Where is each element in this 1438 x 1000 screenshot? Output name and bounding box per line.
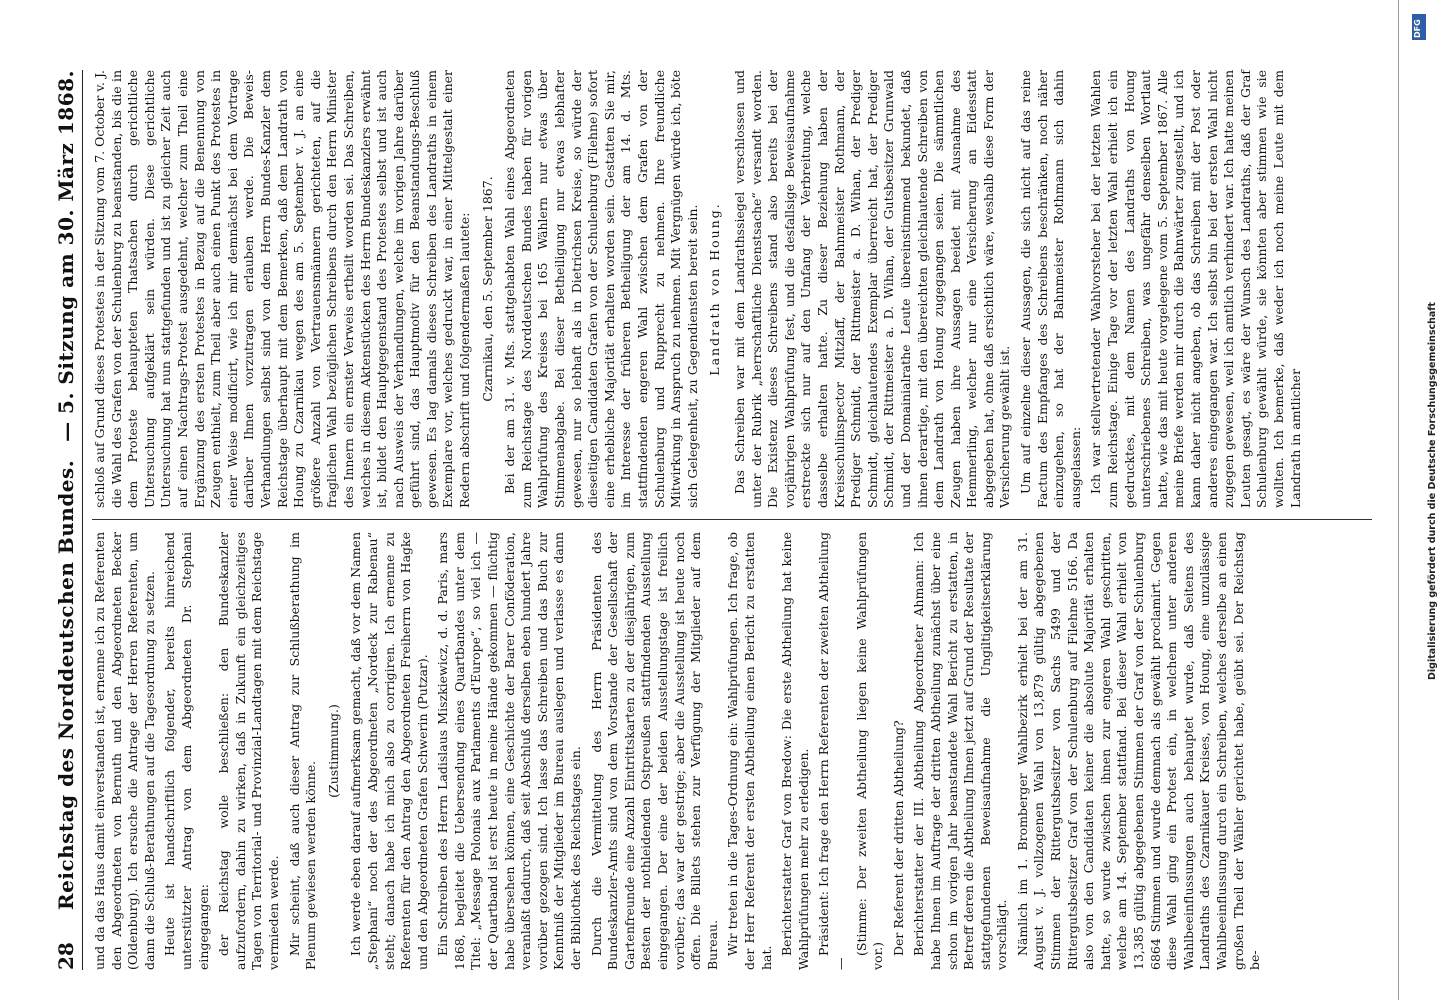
paragraph: Der Referent der dritten Abtheilung? — [890, 720, 906, 956]
paragraph: Nämlich im 1. Bromberger Wahlbezirk erhielt bei der am 31. August v. J. vollzogenen Wahl von 13,879 gültig abgegebenen Stimmen der Rittergutsbesitzer von Sachs 5499 und der Rittergutsbesitzer Graf von der Schulenburg auf Filehne 5166. Da also von den Candidaten keiner die absolute Majorität erhalten hatte, so wurde zwischen ihnen zur engeren Wahl geschritten, welche am 14. September stattfand. Bei dieser Wahl erhielt von 13,385 gültig abgegebenen Stimmen der Graf von der Schulenburg 6864 Stimmen und wurde demnach als gewählt proclamirt. Gegen diese Wahl ging ein Protest ein, in welchem unter anderen Wahlbeeinflussungen auch behauptet wurde, daß Seitens des Landraths des Czarnikauer Kreises, von Houng, eine unzulässige Wahlbeeinflussung durch ein Schreiben, welches derselbe an einen großen Theil der Wähler gerichtet habe, geübt sei. Der Reichstag be- — [1014, 532, 1263, 970]
page-edge — [1398, 0, 1399, 1000]
left-column — [92, 532, 1372, 970]
dfg-logo-text: DFG — [1413, 19, 1422, 38]
paragraph: Heute ist handschriftlich folgender, bereits hinreichend unterstützter Antrag von dem Abgeordneten Dr. Stephani eingegangen: — [162, 532, 211, 970]
quoted-motion: der Reichstag wolle beschließen: den Bundeskanzler aufzufordern, dahin zu wirken, daß in Zukunft ein gleichzeitiges Tagen von Territorial- und Provinzial-Landtagen mit dem Reichstage vermieden werde. — [216, 532, 281, 970]
letter-signature: Landrath von Houng. — [707, 202, 723, 376]
speaker-paragraph: Präsident: Ich frage den Herrn Referenten der zweiten Abtheilung — — [816, 532, 848, 970]
right-column — [92, 70, 1372, 508]
side-stamp-strip — [1405, 0, 1438, 1000]
letter-dateline: Czarnikau, den 5. September 1867. — [479, 176, 495, 402]
interjection: (Zustimmung.) — [325, 704, 341, 798]
page-number: 28 — [54, 942, 78, 970]
digitization-stamp-text: Digitalisierung gefördert durch die Deutsche Forschungsgemeinschaft — [1427, 302, 1438, 680]
testimony-paragraph: Ich war stellvertretender Wahlvorsteher bei der letzten Wahlen zum Reichstage. Einige Tage vor der letzten Wahl erhielt ich ein gedrucktes, mit dem Namen des Landraths von Houng unterschriebenes Schreiben, was ungefähr denselben Wortlaut hatte, wie das mit heute vorgelegene vom 5. September 1867. Alle meine Briefe werden mir durch die Bahnwärter zugestellt, und ich kann daher nicht angeben, ob das Schreiben mit der Post oder anderes eingegangen war. Ich selbst bin bei der ersten Wahl nicht zugegen gewesen, weil ich amtlich verhindert war. Ich hatte meinen Leuten gesagt, es wäre der Wunsch des Landraths, daß der Graf Schulenburg gewählt würde, sie könnten aber stimmen wie sie wollten. Ich bemerke, daß weder ich noch meine Leute mit dem Landrath in amtlicher — [1088, 70, 1303, 508]
speaker-paragraph: Berichterstatter Graf von Bredow: Die erste Abtheilung hat keine Wahlprüfungen mehr zu erledigen. — [779, 532, 811, 970]
session-title: — 5. Sitzung am 30. März 1868. — [54, 70, 78, 442]
page-header — [52, 70, 83, 970]
paragraph: schloß auf Grund dieses Protestes in der Sitzung vom 7. October v. J. die Wahl des Grafen von der Schulenburg zu beanstanden, bis die in dem Proteste behaupteten Thatsachen durch gerichtliche Untersuchung aufgeklärt sein würden. Diese gerichtliche Untersuchung hat nun stattgefunden und ist zu gleicher Zeit auch auf einen Nachtrags-Protest ausgedehnt, welcher zum Theil eine Ergänzung des ersten Protestes in Bezug auf die Benennung von Zeugen enthielt, zum Theil aber auch einen Punkt des Protestes in einer Weise modificirt, wie ich mir demnächst bei dem Vortrage darüber Ihnen vorzutragen erlauben werde. Die Beweis-Verhandlungen selbst sind von dem Herrn Bundes-Kanzler dem Reichstage überhaupt mit dem Bemerken, daß dem Landrath von Houng zu Czarnikau wegen des am 5. September v. J. an eine größere Anzahl von Vertrauensmännern gerichteten, auf die fraglichen Wahl bezüglichen Schreibens durch den Herrn Minister des Innern ein ernster Verweis ertheilt worden sei. Das Schreiben, welches in diesem Aktenstücken des Herrn Bundeskanzlers erwähnt ist, bildet den Hauptgegenstand des Protestes selbst und ist auch nach Ausweis der Verhandlungen, welche im vorigen Jahre darüber geführt sind, das Hauptmotiv für den Beanstandungs-Beschluß gewesen. Es lag damals dieses Schreiben des Landraths in einem Exemplare vor, welches gedruckt war, in einer Mittelgestalt einer Redern abschrift und folgendermaßen lautete: — [92, 70, 473, 508]
paragraph: Das Schreiben war mit dem Landrathssiegel verschlossen und unter der Rubrik „herrschaftliche Dienstsache“ versandt worden. Die Existenz dieses Schreibens stand also bereits bei der vorjährigen Wahlprüfung fest, und die desfallsige Beweisaufnahme erstreckte sich nur auf den Umfang der Verbreitung, welche dasselbe erhalten hatte. Zu dieser Beziehung haben der Kreisschulinspector Mitzlaff, der Bahnmeister Rothmann, der Prediger Schmidt, der Rittmeister a. D. Wihan, der Prediger Schmidt, gleichlautendes Exemplar überreicht hat, der Prediger Schmidt, der Rittmeister a. D. Wihan, der Gutsbesitzer Grunwald und der Domainialrathe Leute übereinstimmend bekundet, daß ihnen derartige, mit den übereichten gleichlautende Schreiben von dem Landrath von Houng zugegangen seien. Die sämmtlichen Zeugen haben ihre Aussagen beeidet mit Ausnahme des Hemmerling, welcher nur eine Versicherung an Eidesstatt abgegeben hat, ohne daß ersichtlich wäre, weshalb diese Form der Versicherung gewählt ist. — [731, 70, 1013, 508]
paragraph: Ein Schreiben des Herrn Ladislaus Miszkiewicz, d. d. Paris, mars 1868, begleitet die Uebersendung eines Quartbandes unter dem Titel: „Message Polonais aux Parlaments d'Europe“, so viel ich — der Quartband ist erst heute in meine Hände gekommen — flüchtig habe übersehen können, eine Geschichte der Barer Conföderation, veranlaßt dadurch, daß seit Abschluß derselben eben hundert Jahre vorüber gezogen sind. Ich lasse das Schreiben und das Buch zur Kenntniß der Mitglieder im Bureau auslegen und verlasse es dann der Bibliothek des Reichstages ein. — [435, 532, 584, 970]
letter-body: Bei der am 31. v. Mts. stattgehabten Wahl eines Abgeordneten zum Reichstage des Norddeutschen Bundes haben für vorigen Wahlprüfung des Kreises bei 165 Wählern nur etwas über Stimmenabgabe. Bei dieser Betheiligung nur etwas lebhafter gewesen, nur so lebhaft als in Dietrichsen Kreise, so würde der dieseitigen Candidaten Grafen von der Schulenburg (Filehne) sofort eine erhebliche Majorität erhalten worden sein. Gestatten Sie mir, im Interesse der früheren Betheiligung der am 14. d. Mts. stattfindenden engeren Wahl zwischen dem Grafen von der Schulenburg und Rupprecht zu nehmen. Ihre freundliche Mitwirkung in Anspruch zu nehmen. Mit Vergnügen würde ich, böte sich Gelegenheit, zu Gegendiensten bereit sein. — [502, 70, 700, 508]
speaker-paragraph: Berichterstatter der III. Abtheilung Abgeordneter Ahmann: Ich habe Ihnen im Auftrage der dritten Abtheilung zunächst über eine schon im vorigen Jahr beanstandete Wahl Bericht zu erstatten, in Betreff deren die Abtheilung Ihnen jetzt auf Grund der Resultate der stattgefundenen Beweisaufnahme die Ungiltigkeitserklärung vorschlägt. — [911, 532, 1010, 970]
interjection: (Stimme: Der zweiten Abtheilung liegen keine Wahlprüfungen vor.) — [853, 532, 886, 970]
digitization-stamp — [1405, 0, 1438, 1000]
paragraph: Mir scheint, daß auch dieser Antrag zur Schlußberathung im Plenum gewiesen werden könne. — [286, 532, 319, 970]
paragraph: Ich werde eben darauf aufmerksam gemacht, daß vor dem Namen „Stephani“ noch der des Abgeordneten „Nordeck zur Rabenau“ steht; danach habe ich mich also zu corrigiren. Ich ernenne zu Referenten für den Antrag den Abgeordneten Freiherrn von Hagke und den Abgeordneten Grafen Schwerin (Putzar). — [348, 532, 430, 970]
paragraph: Um auf einzelne dieser Aussagen, die sich nicht auf das reine Factum des Empfanges des Schreibens beschränken, noch näher einzugehen, so hat der Bahnmeister Rothmann sich dahin ausgelassen: — [1018, 70, 1083, 508]
running-title: Reichstag des Norddeutschen Bundes. — [54, 459, 78, 910]
paragraph: Wir treten in die Tages-Ordnung ein: Wahlprüfungen. Ich frage, ob der Herr Referent der ersten Abtheilung einen Bericht zu erstatten hat. — [725, 532, 774, 970]
paragraph: und da das Haus damit einverstanden ist, ernenne ich zu Referenten den Abgeordneten von Bernuth und den Abgeordneten Becker (Oldenburg). Ich ersuche die Antrage der Herren Referenten, um dann die Schluß-Berathungen auf die Tagesordnung zu setzen. — [92, 532, 157, 970]
column-divider — [92, 519, 1372, 520]
paragraph: Durch die Vermittelung des Herrn Präsidenten des Bundeskanzler-Amts sind von dem Vorstande der Gesellschaft der Gartenfreunde eine Anzahl Eintrittskarten zu der diesjährigen, zum Besten der nothleidenden Ostpreußen stattfindenden Ausstellung eingegangen. Der eine der beiden Ausstellungstage ist freilich vorüber; das war der gestrige; aber die Ausstellung ist heute noch offen. Die Billets stehen zur Verfügung der Mitglieder auf dem Bureau. — [588, 532, 720, 970]
scanned-page — [32, 40, 1392, 1000]
dfg-logo — [1412, 14, 1426, 40]
